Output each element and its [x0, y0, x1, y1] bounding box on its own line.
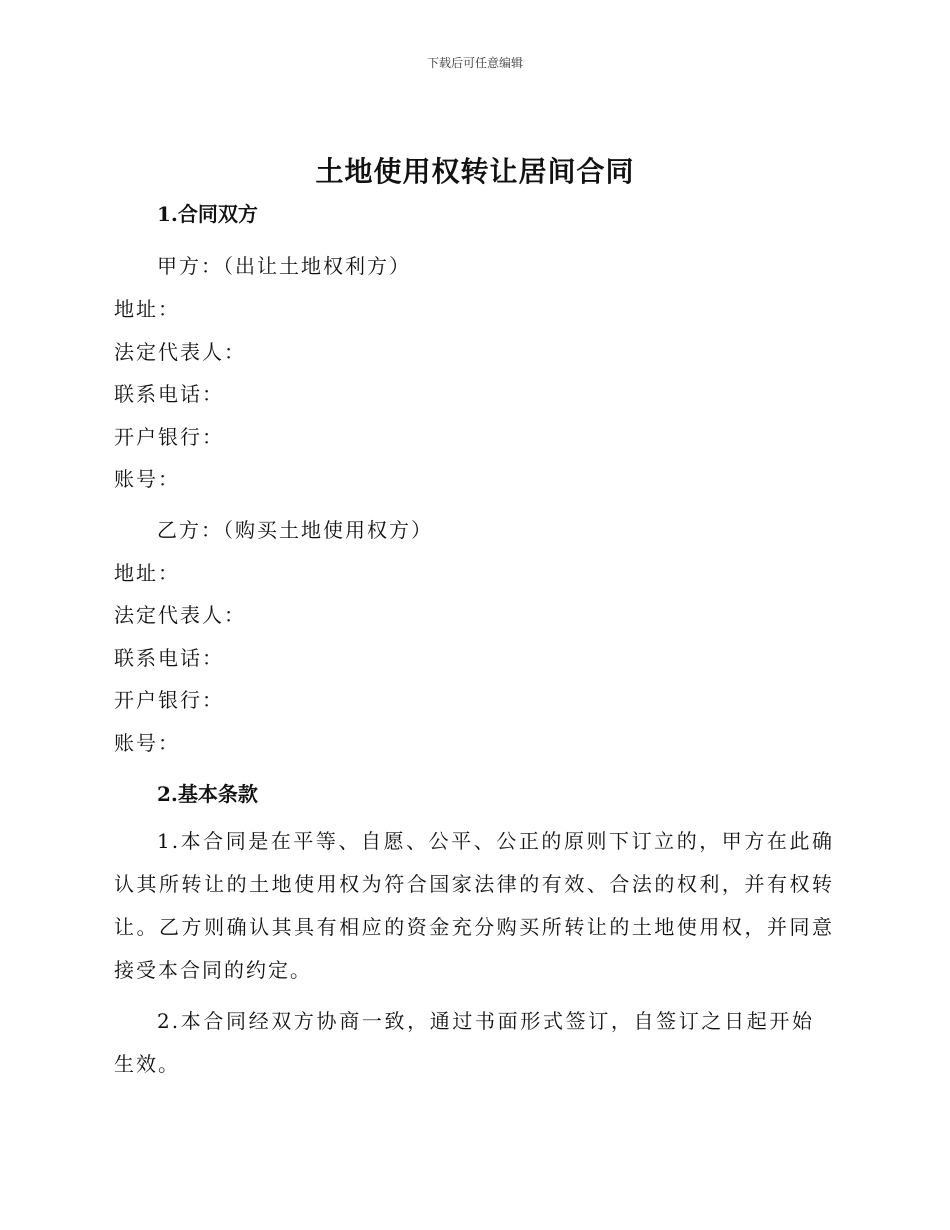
- party-b-account-field: 账号：: [114, 731, 180, 755]
- party-b-phone-field: 联系电话：: [114, 646, 224, 670]
- party-b-address-field: 地址：: [114, 561, 180, 585]
- party-a-account-field: 账号：: [114, 467, 180, 491]
- party-b-label: 乙方：（购买土地使用权方）: [157, 518, 433, 542]
- party-a-phone-field: 联系电话：: [114, 382, 224, 406]
- party-a-address-field: 地址：: [114, 297, 180, 321]
- document-title: 土地使用权转让居间合同: [315, 155, 635, 188]
- party-b-legal-rep-field: 法定代表人：: [114, 603, 246, 627]
- clause-paragraph-2: 2.本合同经双方协商一致，通过书面形式签订，自签订之日起开始生效。: [114, 1009, 814, 1076]
- section-heading-basic-terms: 2.基本条款: [157, 782, 258, 806]
- party-b-bank-field: 开户银行：: [114, 688, 224, 712]
- clause-paragraph-1: 1.本合同是在平等、自愿、公平、公正的原则下订立的，甲方在此确认其所转让的土地使用权为符合国家法律的有效、合法的权利，并有权转让。乙方则确认其具有相应的资金充分购买所转让的土地使用权，并同意接受本合同的约定。: [114, 829, 834, 982]
- party-a-bank-field: 开户银行：: [114, 425, 224, 449]
- header-note: 下载后可任意编辑: [426, 56, 523, 70]
- party-a-label: 甲方：（出让土地权利方）: [157, 254, 411, 278]
- section-heading-parties: 1.合同双方: [157, 202, 258, 226]
- party-a-legal-rep-field: 法定代表人：: [114, 340, 246, 364]
